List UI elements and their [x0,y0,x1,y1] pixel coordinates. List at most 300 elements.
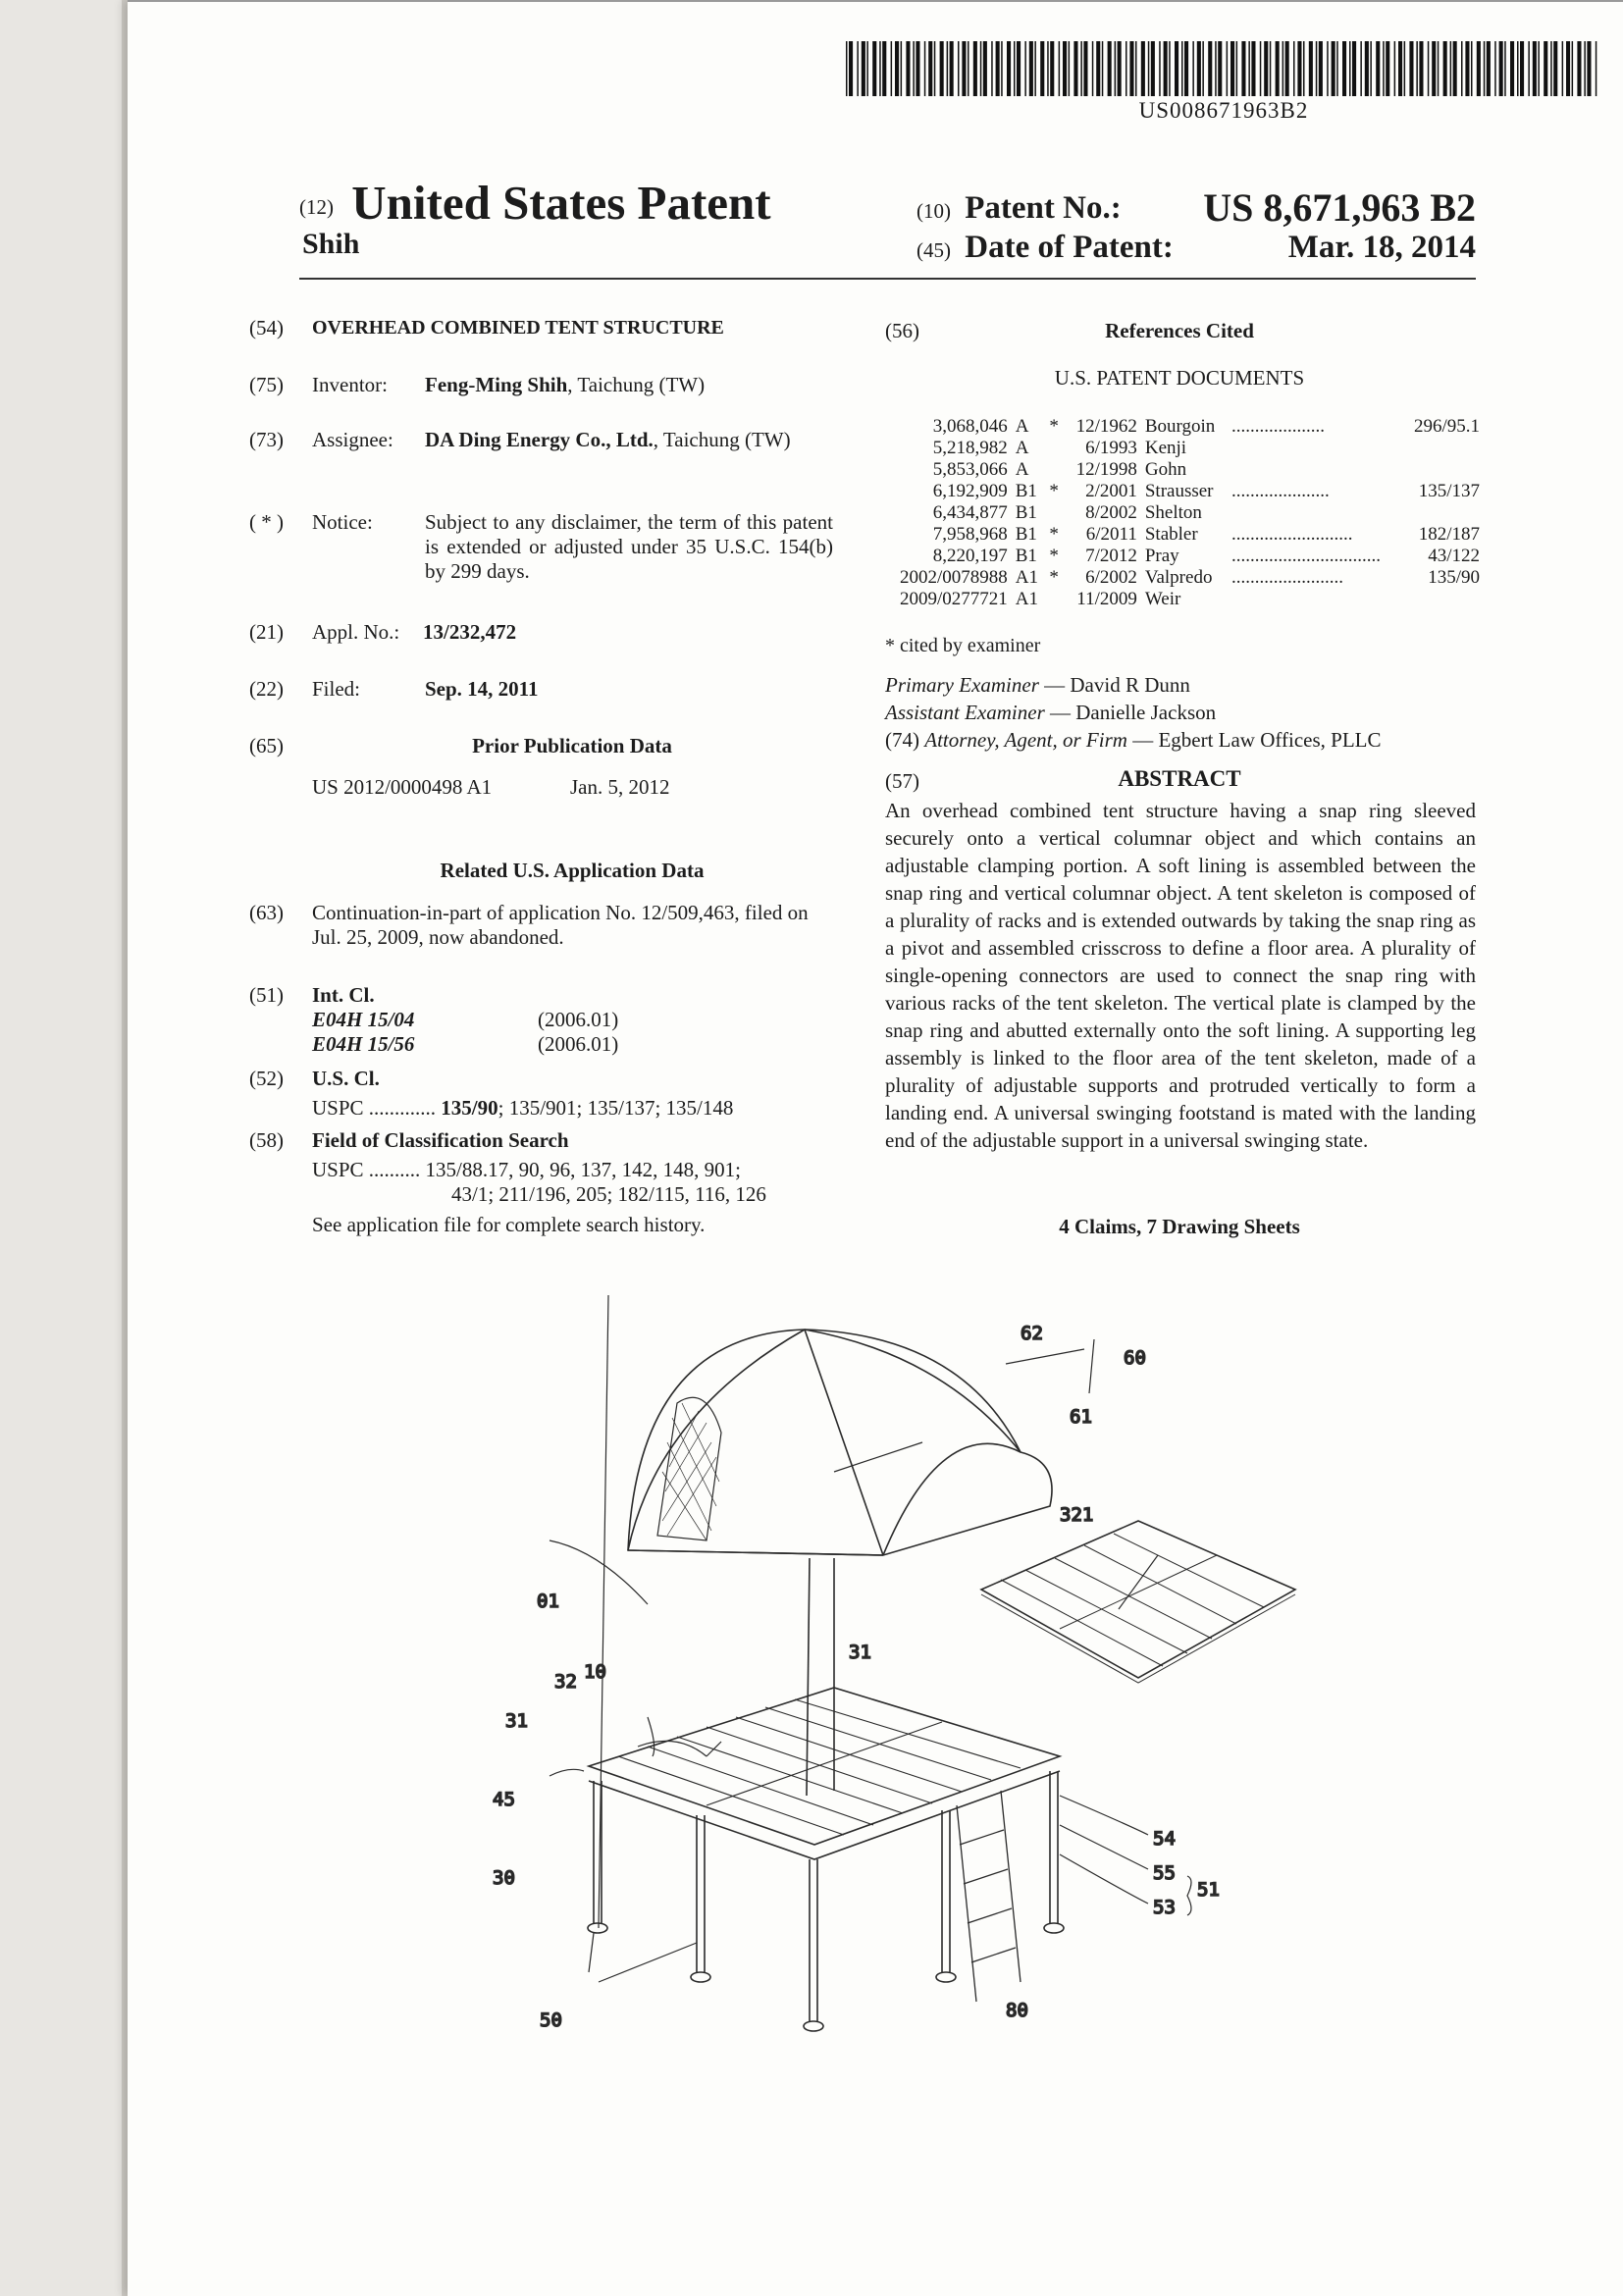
continuation-text: Continuation-in-part of application No. 12/509,463, filed on Jul. 25, 2009, now abandoned. [312,901,809,949]
uscl-dots: ............. [368,1096,437,1120]
assignee-value [425,428,817,452]
barcode-bar [1465,41,1469,96]
reference-name: Shelton [1144,502,1202,523]
doc-type-code: (12) [299,195,334,220]
notice-label: Notice: [312,510,373,534]
ladder-drawing [957,1791,1021,2002]
document-type [299,175,771,231]
barcode-bar [924,41,926,96]
appl-number: 13/232,472 [423,620,517,644]
barcode-bar [1184,41,1188,96]
platform-frame-drawing [588,1688,1064,2031]
search-line-1 [312,1158,741,1182]
barcode-bar [1303,41,1305,96]
prior-code: (65) [249,734,284,757]
barcode-bar [1404,41,1406,96]
reference-cls: 182/187 [1418,524,1480,545]
patent-no-label [916,190,1122,227]
barcode-number: US008671963B2 [1138,98,1309,123]
filed-date: Sep. 14, 2011 [425,677,539,701]
barcode-bar [1365,41,1369,96]
label-50: 50 [540,2009,562,2031]
reference-cls: 296/95.1 [1413,416,1480,437]
barcode-bar [1553,41,1557,96]
reference-dots [1228,438,1402,459]
reference-dots: .......................... [1231,524,1353,545]
barcode-bar [846,41,848,96]
search-uspc-label: USPC [312,1158,364,1181]
reference-num: 6,192,909 [932,481,1008,501]
barcode-bar [1208,41,1212,96]
barcode-bar [1453,41,1457,96]
doc-type-label: United States Patent [351,176,771,230]
barcode-bar [866,41,868,96]
uscl-secondary: ; 135/901; 135/137; 135/148 [497,1096,734,1120]
filed-label: Filed: [312,677,361,701]
barcode-bar [1416,41,1418,96]
barcode-bar [1102,41,1104,96]
search-code: (58) [249,1128,284,1152]
barcode-bar [1069,41,1071,96]
reference-row [883,438,1484,459]
prior-heading: Prior Publication Data [472,734,672,757]
reference-dots [1228,502,1402,524]
barcode-bar [1063,41,1067,96]
barcode-bar [1484,41,1486,96]
attorney [885,728,1382,753]
barcode-bar [1332,41,1335,96]
appl-label: Appl. No.: [312,620,400,644]
reference-num: 2002/0078988 [899,567,1008,588]
barcode-bar [1293,41,1295,96]
references-body [883,416,1484,610]
barcode-bar [1151,41,1155,96]
reference-kind: B1 [1015,546,1037,566]
barcode-bar [958,41,960,96]
uscl-primary: 135/90 [441,1096,498,1120]
barcode-bar [1342,41,1346,96]
barcode-bar [1215,41,1217,96]
reference-name: Bourgoin [1144,416,1216,437]
barcode-bar [1528,41,1530,96]
assignee-label: Assignee: [312,428,393,451]
label-45: 45 [493,1789,515,1810]
barcode-bar [1297,41,1301,96]
date-label [916,230,1174,266]
barcode-bar [862,41,865,96]
reference-date: 2/2001 [1085,481,1137,501]
assistant-examiner-label: Assistant Examiner [885,701,1045,724]
pole-drawing [807,1558,834,1796]
barcode-bar [1236,41,1238,96]
reference-kind: A [1015,438,1029,458]
barcode-bar [1251,41,1255,96]
reference-kind: B1 [1015,502,1037,523]
reference-dots [1228,589,1402,610]
barcode-bar [1587,41,1591,96]
barcode-bar [1192,41,1194,96]
barcode-bar [1360,41,1362,96]
barcode-bar [857,41,859,96]
barcode-bar [1080,41,1082,96]
assistant-examiner-name: — Danielle Jackson [1050,701,1217,724]
reference-row [883,502,1484,524]
reference-name: Valpredo [1144,567,1213,588]
barcode-bar [1327,41,1329,96]
reference-dots: ........................ [1231,567,1344,588]
intcl-class-2: E04H 15/56 [312,1032,415,1056]
barcode-bar [1409,41,1413,96]
barcode-bar [1533,41,1537,96]
barcode-bar [1316,41,1318,96]
barcode-bar [1309,41,1313,96]
uscl-value [312,1096,733,1121]
reference-num: 8,220,197 [932,546,1008,566]
reference-star [1045,589,1064,610]
barcode-bar [934,41,936,96]
barcode-bar [1471,41,1473,96]
barcode-bar [1562,41,1564,96]
reference-num: 3,068,046 [932,416,1008,437]
barcode-bar [1386,41,1389,96]
barcode-bar [1126,41,1127,96]
barcode-bar [1520,41,1524,96]
reference-cls: 135/90 [1428,567,1480,588]
notice-code: ( * ) [249,510,284,534]
cited-note: * cited by examiner [885,635,1041,656]
barcode-bar [1510,41,1514,96]
reference-num: 7,958,968 [932,524,1008,545]
reference-cls [1402,589,1484,610]
notice-text: Subject to any disclaimer, the term of this patent is extended or adjusted under 35 U.S.C. 154(b) by 299 days. [425,510,833,583]
label-32: 32 [554,1671,577,1693]
uscl-label: U.S. Cl. [312,1067,380,1090]
reference-name: Stabler [1144,524,1198,545]
reference-row [883,416,1484,438]
inventor-location: , Taichung (TW) [567,373,706,396]
reference-num: 6,434,877 [932,502,1008,523]
barcode-bar [1092,41,1094,96]
barcode-bar [1248,41,1250,96]
barcode-bar [1129,41,1133,96]
support-legs-drawing [588,1771,1064,2031]
barcode-bar [1197,41,1201,96]
barcode-bar [1014,41,1016,96]
references-table [883,416,1484,610]
barcode-bar [1040,41,1044,96]
barcode-bar [1050,41,1054,96]
abstract-text: An overhead combined tent structure having a snap ring sleeved securely onto a vertical columnar object and which contains an adjustable clamping portion. A soft lining is assembled between the snap ring and vertical columnar object. A tent skeleton is composed of a plurality of racks and is extended outwards by taking the snap ring as a pivot and assembled crisscross to define a floor area. A plurality of single-opening connectors are used to connect the snap ring with various racks of the tent skeleton. The vertical plate is clamped by the snap ring and abutted externally onto the soft lining. A supporting leg assembly is linked to the floor area of the tent skeleton, made of a plurality of adjustable supports and protruded vertically to form a landing end. A universal swinging footstand is mated with the landing end of the adjustable support in a universal swinging state. [885,799,1476,1152]
reference-kind: A1 [1015,567,1038,588]
barcode-bar [1083,41,1087,96]
barcode-bar [1419,41,1423,96]
abstract-heading: ABSTRACT [1118,766,1241,791]
barcode-bar [1538,41,1540,96]
invention-title: OVERHEAD COMBINED TENT STRUCTURE [312,317,724,339]
barcode-bar [1181,41,1183,96]
barcode-bar [1428,41,1430,96]
barcode-image [846,41,1601,96]
reference-name: Gohn [1144,459,1187,480]
related-heading: Related U.S. Application Data [440,859,705,882]
label-53: 53 [1153,1897,1176,1918]
barcode-bar [1264,41,1268,96]
barcode-bar [1096,41,1100,96]
barcode-bar [1034,41,1036,96]
primary-examiner-label: Primary Examiner [885,673,1039,697]
intcl-label: Int. Cl. [312,983,375,1007]
intcl-version-2: (2006.01) [538,1032,619,1056]
barcode-bar [1443,41,1447,96]
barcode-bar [895,41,899,96]
refs-code: (56) [885,319,919,342]
barcode-bar [1270,41,1272,96]
reference-date: 11/2009 [1076,589,1137,609]
barcode-bar [1115,41,1117,96]
label-62: 62 [1021,1323,1043,1344]
reference-star [1045,502,1064,524]
uscl-uspc-label: USPC [312,1096,364,1120]
reference-date: 7/2012 [1085,546,1137,566]
primary-examiner [885,673,1190,698]
label-31-left: 31 [505,1710,528,1732]
barcode-bar [901,41,903,96]
label-61: 61 [1070,1406,1092,1428]
leader-lines [550,1295,1158,1982]
reference-cls [1402,459,1484,481]
barcode-bar [1461,41,1463,96]
reference-row [883,589,1484,610]
barcode-bar [1241,41,1245,96]
reference-star: * [1049,546,1059,566]
header-inventor: Shih [302,228,360,260]
barcode-bar [1517,41,1519,96]
attorney-label: Attorney, Agent, or Firm [924,728,1127,752]
label-31-top: 31 [849,1642,871,1663]
barcode-bar [1394,41,1396,96]
reference-star: * [1049,481,1059,501]
primary-examiner-name: — David R Dunn [1044,673,1190,697]
barcode-bar [1108,41,1112,96]
patent-no-code: (10) [916,199,951,223]
search-dots: .......... [368,1158,421,1181]
assignee-name: DA Ding Energy Co., Ltd. [425,428,654,451]
barcode-bar [1024,41,1026,96]
reference-date: 12/1998 [1075,459,1137,480]
inventor-label: Inventor: [312,373,388,396]
barcode-bar [872,41,876,96]
barcode-bar [1276,41,1280,96]
reference-dots [1228,459,1402,481]
refs-heading: References Cited [1105,319,1254,342]
reference-cls: 135/137 [1418,481,1480,501]
continuation-code: (63) [249,901,284,924]
barcode-bar [1352,41,1356,96]
reference-row [883,459,1484,481]
barcode-bar [1487,41,1491,96]
reference-row [883,524,1484,546]
appl-code: (21) [249,620,284,644]
barcode-bar [983,41,987,96]
inventor-value [425,373,705,397]
barcode-bar [1164,41,1168,96]
search-classes-2: 43/1; 211/196, 205; 182/115, 116, 126 [451,1182,766,1206]
patent-number: US 8,671,963 B2 [1203,185,1476,230]
reference-num: 5,218,982 [932,438,1008,458]
reference-name: Strausser [1144,481,1214,501]
barcode-bar [1319,41,1323,96]
label-54: 54 [1153,1828,1176,1850]
reference-date: 12/1962 [1075,416,1137,437]
attorney-code: (74) [885,728,919,752]
barcode-bar [1029,41,1033,96]
barcode-bar [906,41,910,96]
barcode-bar [1148,41,1150,96]
claims-summary: 4 Claims, 7 Drawing Sheets [1059,1215,1300,1238]
reference-kind: A [1015,416,1029,437]
barcode-bar [950,41,954,96]
reference-date: 8/2002 [1085,502,1137,523]
reference-star [1045,459,1064,481]
barcode-bar [1477,41,1481,96]
assistant-examiner [885,701,1216,725]
reference-star [1045,438,1064,459]
barcode-bar [947,41,949,96]
barcode-bar [1494,41,1496,96]
intcl-version-1: (2006.01) [538,1008,619,1031]
barcode-bar [1047,41,1049,96]
barcode-bar [1202,41,1204,96]
barcode-bar [1584,41,1586,96]
patent-page [128,0,1623,2296]
barcode-bar [1007,41,1011,96]
barcode-bar [1175,41,1178,96]
abstract-code: (57) [885,769,919,793]
search-label: Field of Classification Search [312,1128,569,1152]
reference-date: 6/2011 [1085,524,1137,545]
scan-margin [0,0,128,2296]
barcode-bar [1141,41,1145,96]
barcode-bar [1135,41,1137,96]
barcode-bar [962,41,966,96]
reference-kind: B1 [1015,524,1037,545]
intcl-code: (51) [249,983,284,1007]
barcode-bar [1376,41,1380,96]
barcode-bar [1118,41,1122,96]
representative-drawing [493,1295,1472,2041]
label-55: 55 [1153,1862,1176,1884]
barcode-bar [1283,41,1284,96]
brace-51 [1187,1876,1191,1915]
barcode-bar [1550,41,1552,96]
prior-pub-date: Jan. 5, 2012 [570,775,670,799]
barcode-bar [1169,41,1171,96]
barcode-bar [1227,41,1229,96]
barcode-bar [928,41,932,96]
assignee-code: (73) [249,428,284,451]
label-60: 60 [1124,1347,1146,1369]
reference-kind: A1 [1015,589,1038,609]
attorney-name: — Egbert Law Offices, PLLC [1132,728,1382,752]
barcode-bar [1596,41,1597,96]
barcode-bar [1059,41,1061,96]
reference-star: * [1049,567,1059,588]
reference-date: 6/2002 [1085,567,1137,588]
reference-date: 6/1993 [1085,438,1137,458]
barcode-bar [1499,41,1503,96]
reference-num: 5,853,066 [932,459,1008,480]
search-note: See application file for complete search history. [312,1213,706,1236]
date-code: (45) [916,238,951,262]
label-10: 10 [584,1661,606,1683]
barcode-bar [991,41,993,96]
filed-code: (22) [249,677,284,701]
reference-name: Pray [1144,546,1179,566]
barcode-bar [1336,41,1338,96]
prior-pub-number: US 2012/0000498 A1 [312,775,493,799]
reference-kind: A [1015,459,1029,480]
header-rule [299,278,1476,280]
barcode-bar [1017,41,1021,96]
barcode-bar [996,41,1000,96]
barcode-bar [1260,41,1262,96]
barcode-bar [1370,41,1372,96]
barcode-bar [1450,41,1452,96]
label-80: 80 [1006,2000,1028,2021]
barcode-bar [980,41,982,96]
date-label-text: Date of Patent: [965,230,1174,265]
reference-kind: B1 [1015,481,1037,501]
barcode-bar [849,41,853,96]
barcode-bar [1001,41,1003,96]
title-code: (54) [249,316,284,339]
barcode-bar [1159,41,1161,96]
barcode-bar [973,41,977,96]
barcode-bar [1349,41,1351,96]
tent-dome-drawing [628,1330,1052,1555]
barcode-bar [1230,41,1234,96]
floor-mat-drawing [981,1521,1295,1683]
barcode-bar [1218,41,1222,96]
refs-subheading: U.S. PATENT DOCUMENTS [1054,366,1305,390]
reference-row [883,567,1484,589]
barcode-bar [940,41,944,96]
reference-cls [1402,502,1484,524]
reference-dots: .................... [1231,416,1326,437]
assignee-location: , Taichung (TW) [653,428,791,451]
barcode-bar [916,41,919,96]
barcode-bar [1438,41,1440,96]
barcode-bar [879,41,881,96]
inventor-code: (75) [249,373,284,396]
barcode-bar [1566,41,1570,96]
barcode-bar [968,41,969,96]
label-01: 01 [537,1591,559,1612]
inventor-full-name: Feng-Ming Shih [425,373,568,396]
reference-dots: ................................ [1231,546,1382,566]
patent-date: Mar. 18, 2014 [1287,230,1476,265]
barcode-bar [1544,41,1547,96]
barcode-bar [891,41,893,96]
search-classes-1: 135/88.17, 90, 96, 137, 142, 148, 901; [425,1158,741,1181]
top-rule [128,0,1623,2]
uscl-code: (52) [249,1067,284,1090]
barcode-bar [1073,41,1077,96]
barcode-bar [1383,41,1385,96]
barcode-bar [1577,41,1581,96]
reference-name: Kenji [1144,438,1187,458]
reference-row [883,481,1484,502]
